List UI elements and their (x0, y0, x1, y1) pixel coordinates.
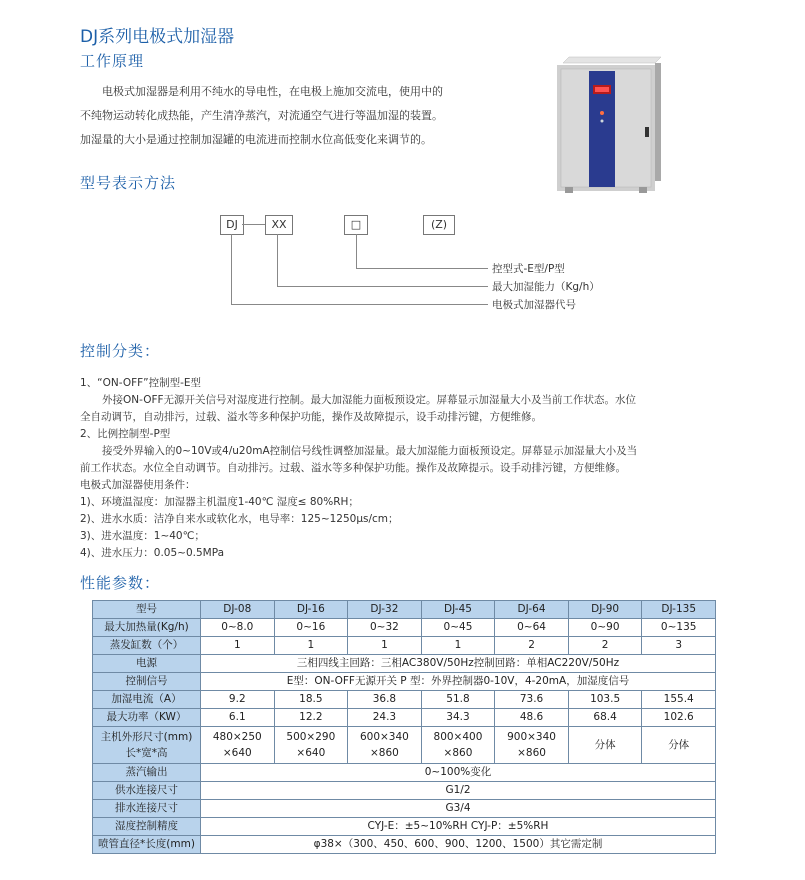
table-cell (495, 727, 569, 764)
table-header-row (93, 601, 716, 619)
model-box-z: (Z) (423, 215, 455, 235)
row-label: 湿度控制精度 (93, 818, 201, 836)
table-cell: 0~16 (274, 619, 348, 637)
dim-bottom: ×860 (517, 747, 546, 759)
connector-line (242, 224, 265, 225)
dim-top: 800×400 (433, 731, 483, 743)
table-span-cell: E型：ON-OFF无源开关 P 型：外界控制器0-10V，4-20mA，加湿度信号 (201, 673, 716, 691)
row-label (93, 727, 201, 764)
row-label: 最大加热量(Kg/h) (93, 619, 201, 637)
table-header-cell: DJ-64 (495, 601, 569, 619)
table-cell: 0~90 (568, 619, 642, 637)
table-row (93, 818, 716, 836)
row-label: 加湿电流（A） (93, 691, 201, 709)
table-row (93, 637, 716, 655)
table-header-cell: 型号 (93, 601, 201, 619)
table-cell: 34.3 (421, 709, 495, 727)
table-cell (348, 727, 422, 764)
connector-line (356, 268, 488, 269)
table-row-dimensions (93, 727, 716, 764)
dim-bottom: ×860 (369, 747, 399, 759)
control-line: 外接ON-OFF无源开关信号对湿度进行控制。最大加湿能力面板预设定。屏幕显示加湿量大小及当前工作状态。水位 (102, 394, 637, 406)
model-label-control: 控型式-E型/P型 (492, 263, 565, 275)
principle-line: 加湿量的大小是通过控制加湿罐的电流进而控制水位高低变化来调节的。 (80, 133, 432, 146)
row-label: 排水连接尺寸 (93, 800, 201, 818)
control-line: 1)、环境温湿度：加湿器主机温度1-40℃ 湿度≤ 80%RH； (80, 496, 359, 508)
table-header-cell: DJ-90 (568, 601, 642, 619)
table-cell: 155.4 (642, 691, 716, 709)
table-span-cell: φ38×（300、450、600、900、1200、1500）其它需定制 (201, 836, 716, 854)
table-cell: 36.8 (348, 691, 422, 709)
table-cell: 73.6 (495, 691, 569, 709)
table-cell: 102.6 (642, 709, 716, 727)
table-row (93, 709, 716, 727)
table-cell: 24.3 (348, 709, 422, 727)
connector-line (231, 234, 232, 305)
principle-text (80, 80, 443, 152)
page-title: DJ系列电极式加湿器 (80, 27, 235, 47)
table-cell (274, 727, 348, 764)
table-cell (201, 727, 275, 764)
control-line: 前工作状态。水位全自动调节。自动排污。过载、溢水等多种保护功能。操作及故障提示。设手动排污键，方便维修。 (80, 462, 626, 474)
table-span-cell: CYJ-E：±5~10%RH CYJ-P：±5%RH (201, 818, 716, 836)
performance-table (92, 600, 716, 854)
principle-line: 电极式加湿器是利用不纯水的导电性，在电极上施加交流电，使用中的 (102, 85, 443, 98)
control-line: 2)、进水水质：洁净自来水或软化水，电导率：125~1250μs/cm； (80, 513, 399, 525)
table-span-cell: G1/2 (201, 782, 716, 800)
dim-bottom: ×640 (296, 747, 326, 759)
control-line: 4)、进水压力：0.05~0.5MPa (80, 547, 225, 559)
connector-line (277, 234, 278, 287)
table-row (93, 782, 716, 800)
model-label-capacity: 最大加湿能力（Kg/h） (492, 281, 600, 293)
table-cell: 0~45 (421, 619, 495, 637)
table-cell: 1 (201, 637, 275, 655)
connector-line (231, 304, 488, 305)
control-text (80, 375, 725, 562)
table-span-cell: G3/4 (201, 800, 716, 818)
model-box-dj: DJ (220, 215, 244, 235)
dim-top: 500×290 (286, 731, 336, 743)
control-line: 电极式加湿器使用条件： (80, 479, 196, 491)
connector-line (356, 234, 357, 269)
table-cell: 51.8 (421, 691, 495, 709)
table-row (93, 619, 716, 637)
dim-bottom: ×640 (222, 747, 252, 759)
table-cell: 分体 (642, 727, 716, 764)
table-cell: 2 (568, 637, 642, 655)
model-box-type: □ (344, 215, 368, 235)
dim-label-line: 主机外形尺寸(mm) (100, 731, 193, 743)
table-row (93, 836, 716, 854)
section-heading-model: 型号表示方法 (80, 174, 177, 192)
row-label: 供水连接尺寸 (93, 782, 201, 800)
table-cell: 68.4 (568, 709, 642, 727)
humidifier-device-image (555, 55, 665, 195)
table-cell: 18.5 (274, 691, 348, 709)
table-header-cell: DJ-08 (201, 601, 275, 619)
table-cell: 0~64 (495, 619, 569, 637)
table-cell: 3 (642, 637, 716, 655)
table-cell: 0~8.0 (201, 619, 275, 637)
row-label: 蒸发缸数（个） (93, 637, 201, 655)
table-span-cell: 0~100%变化 (201, 764, 716, 782)
table-cell: 9.2 (201, 691, 275, 709)
table-cell: 1 (348, 637, 422, 655)
table-cell: 6.1 (201, 709, 275, 727)
table-cell: 1 (274, 637, 348, 655)
row-label: 喷管直径*长度(mm) (93, 836, 201, 854)
table-header-cell: DJ-135 (642, 601, 716, 619)
table-row (93, 673, 716, 691)
table-row (93, 655, 716, 673)
table-cell: 分体 (568, 727, 642, 764)
table-cell: 1 (421, 637, 495, 655)
dim-top: 900×340 (507, 731, 556, 743)
table-cell: 2 (495, 637, 569, 655)
principle-line: 不纯物运动转化成热能，产生清净蒸汽，对流通空气进行等温加湿的装置。 (80, 109, 443, 122)
table-cell (421, 727, 495, 764)
control-line: 1、“ON-OFF”控制型-E型 (80, 377, 202, 389)
model-label-code: 电极式加湿器代号 (492, 299, 576, 311)
table-cell: 0~135 (642, 619, 716, 637)
dim-top: 600×340 (359, 731, 409, 743)
table-row (93, 800, 716, 818)
table-cell: 0~32 (348, 619, 422, 637)
table-row (93, 764, 716, 782)
control-line: 3)、进水温度：1~40℃； (80, 530, 205, 542)
section-heading-control: 控制分类： (80, 342, 161, 360)
section-heading-principle: 工作原理 (80, 52, 145, 70)
row-label: 最大功率（KW） (93, 709, 201, 727)
dim-top: 480×250 (212, 731, 262, 743)
table-row (93, 691, 716, 709)
dim-bottom: ×860 (443, 747, 473, 759)
control-line: 全自动调节，自动排污，过载、溢水等多种保护功能，操作及故障提示，设手动排污键，方便维修。 (80, 411, 542, 423)
row-label: 电源 (93, 655, 201, 673)
control-line: 接受外界输入的0~10V或4/u20mA控制信号线性调整加湿量。最大加湿能力面板预设定。屏幕显示加湿量大小及当 (102, 445, 638, 457)
table-span-cell: 三相四线主回路：三相AC380V/50Hz控制回路：单相AC220V/50Hz (201, 655, 716, 673)
row-label: 蒸汽输出 (93, 764, 201, 782)
table-header-cell: DJ-32 (348, 601, 422, 619)
section-heading-performance: 性能参数： (80, 574, 161, 592)
table-cell: 12.2 (274, 709, 348, 727)
table-cell: 48.6 (495, 709, 569, 727)
connector-line (277, 286, 488, 287)
table-header-cell: DJ-16 (274, 601, 348, 619)
row-label: 控制信号 (93, 673, 201, 691)
dim-label-line: 长*宽*高 (125, 747, 168, 759)
table-header-cell: DJ-45 (421, 601, 495, 619)
model-box-xx: XX (265, 215, 293, 235)
control-line: 2、比例控制型-P型 (80, 428, 171, 440)
table-cell: 103.5 (568, 691, 642, 709)
